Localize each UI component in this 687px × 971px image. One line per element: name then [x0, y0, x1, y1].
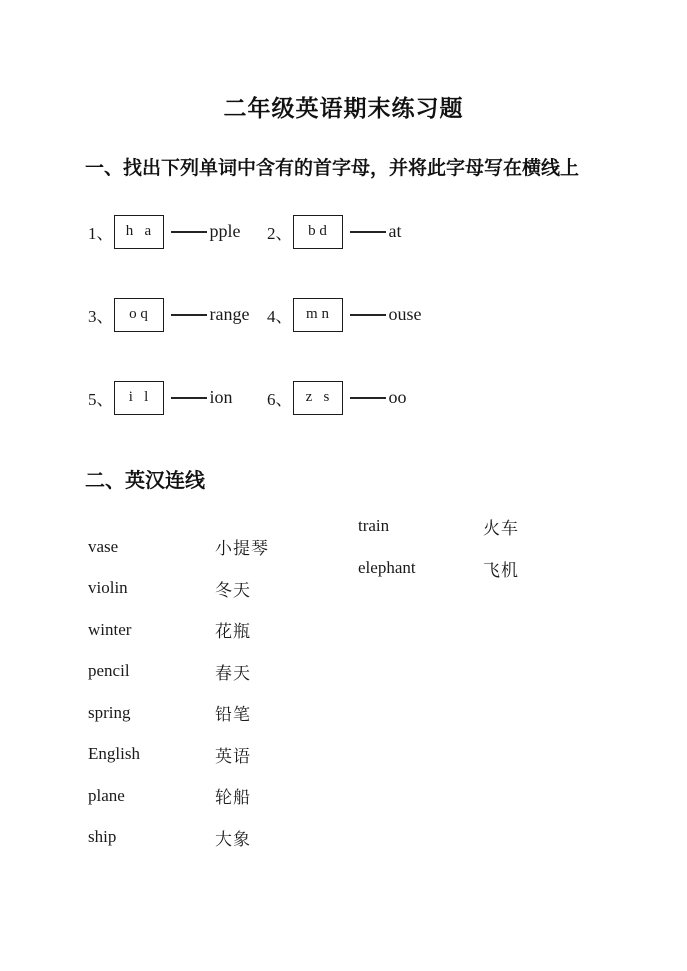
section2-right-list	[358, 505, 519, 589]
word-suffix: oo	[388, 387, 407, 407]
english-word: plane	[88, 785, 125, 805]
page-title: 二年级英语期末练习题	[223, 95, 464, 121]
chinese-word: 冬天	[215, 580, 251, 600]
letter-options: i l	[128, 389, 149, 405]
letter-fill-item-5	[88, 356, 267, 439]
section2-left-list	[88, 526, 269, 858]
word-suffix: ouse	[388, 304, 422, 324]
chinese-word: 春天	[215, 663, 251, 683]
word-suffix: pple	[209, 221, 241, 241]
letter-options: h a	[125, 223, 152, 239]
english-word: English	[88, 744, 140, 764]
item-number: 5、	[88, 390, 114, 409]
section2-heading: 二、英汉连线	[85, 470, 205, 492]
match-row-english	[88, 734, 269, 776]
letter-fill-item-4	[267, 273, 422, 356]
english-word: spring	[88, 702, 131, 722]
chinese-word: 英语	[215, 746, 251, 766]
letter-options: z s	[305, 389, 330, 405]
letter-choice-box	[114, 298, 164, 332]
word-suffix: range	[209, 304, 250, 324]
letter-options: o q	[129, 306, 148, 322]
chinese-word: 小提琴	[215, 539, 269, 559]
letter-options: b d	[308, 223, 327, 239]
letter-choice-box	[293, 381, 343, 415]
section1-items	[88, 190, 422, 439]
item-number: 2、	[267, 224, 293, 243]
word-suffix: ion	[209, 387, 233, 407]
chinese-word: 花瓶	[215, 622, 251, 642]
chinese-word: 铅笔	[215, 705, 251, 725]
english-word: violin	[88, 578, 128, 598]
item-number: 4、	[267, 307, 293, 326]
match-row-violin	[88, 568, 269, 610]
answer-blank-line	[171, 231, 207, 233]
chinese-word: 火车	[483, 518, 519, 538]
chinese-word: 飞机	[483, 560, 519, 580]
section1-heading: 一、找出下列单词中含有的首字母，并将此字母写在横线上	[85, 158, 580, 179]
chinese-word: 大象	[215, 829, 251, 849]
english-word: winter	[88, 619, 132, 639]
chinese-word: 轮船	[215, 788, 251, 808]
english-word: train	[358, 516, 390, 535]
answer-blank-line	[171, 314, 207, 316]
match-row-ship	[88, 817, 269, 859]
letter-choice-box	[293, 298, 343, 332]
answer-blank-line	[350, 231, 386, 233]
letter-fill-item-2	[267, 190, 422, 273]
english-word: pencil	[88, 661, 130, 681]
letter-options: m n	[306, 306, 329, 322]
match-row-winter	[88, 609, 269, 651]
item-number: 1、	[88, 224, 114, 243]
match-row-pencil	[88, 651, 269, 693]
letter-choice-box	[293, 215, 343, 249]
item-number: 6、	[267, 390, 293, 409]
match-row-plane	[88, 775, 269, 817]
match-row-vase	[88, 526, 269, 568]
answer-blank-line	[350, 397, 386, 399]
match-row-elephant	[358, 547, 519, 589]
letter-fill-item-1	[88, 190, 267, 273]
match-row-spring	[88, 692, 269, 734]
answer-blank-line	[350, 314, 386, 316]
letter-choice-box	[114, 381, 164, 415]
letter-choice-box	[114, 215, 164, 249]
letter-fill-item-3	[88, 273, 267, 356]
english-word: vase	[88, 536, 119, 556]
letter-fill-item-6	[267, 356, 422, 439]
english-word: ship	[88, 827, 117, 847]
answer-blank-line	[171, 397, 207, 399]
word-suffix: at	[388, 221, 402, 241]
item-number: 3、	[88, 307, 114, 326]
english-word: elephant	[358, 558, 416, 577]
match-row-train	[358, 505, 519, 547]
